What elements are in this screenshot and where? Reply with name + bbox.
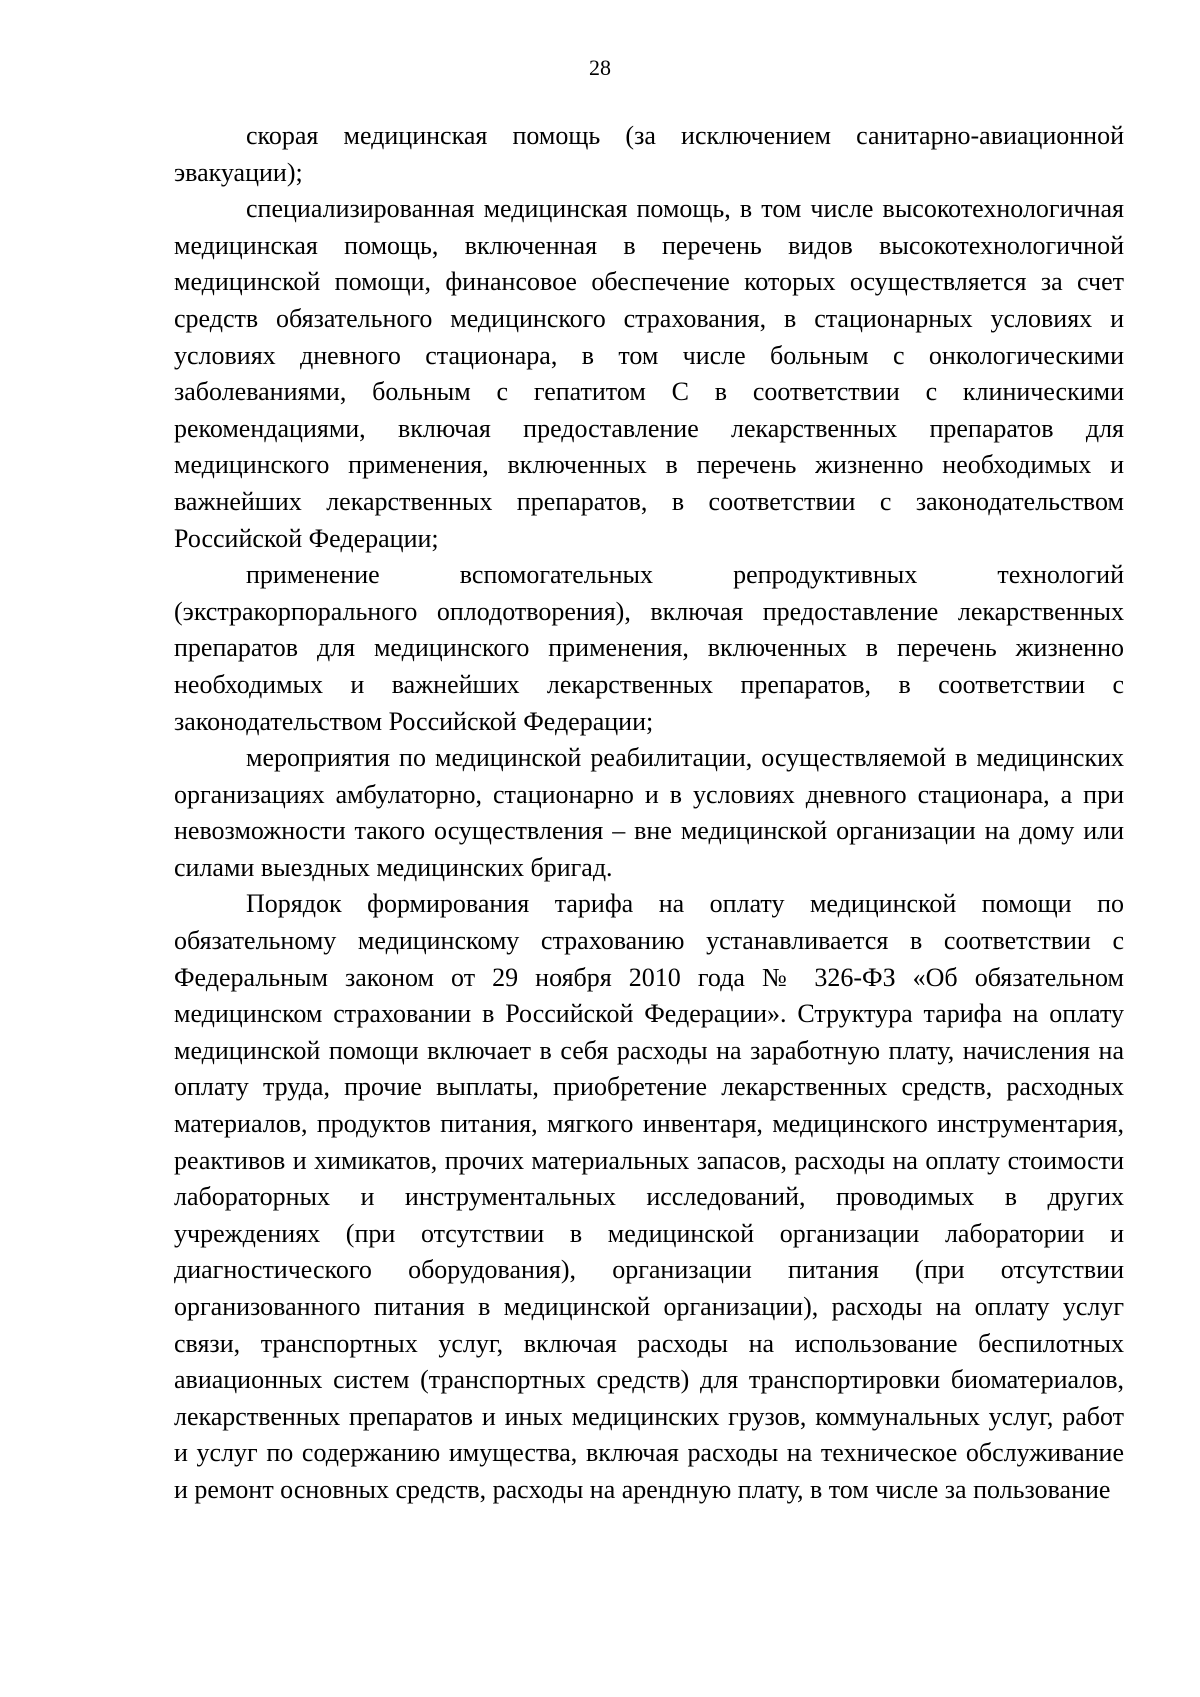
paragraph-rehabilitation: мероприятия по медицинской реабилитации, осуществляемой в медицинских организациях амбулаторно, стационарно и в условиях дневного стационара, а при невозможности такого осуществления – вне медицинской организации на дому или силами выездных медицинских бригад.: [174, 743, 1124, 882]
paragraph-tariff-structure: Порядок формирования тарифа на оплату медицинской помощи по обязательному медицинскому страхованию устанавливается в соответствии с Федеральным законом от 29 ноября 2010 года № 326-ФЗ «Об обязательном медицинском страховании в Российской Федерации». Структура тарифа на оплату медицинской помощи включает в себя расходы на заработную плату, начисления на оплату труда, прочие выплаты, приобретение лекарственных средств, расходных материалов, продуктов питания, мягкого инвентаря, медицинского инструментария, реактивов и химикатов, прочих материальных запасов, расходы на оплату стоимости лабораторных и инструментальных исследований, проводимых в других учреждениях (при отсутствии в медицинской организации лаборатории и диагностического оборудования), организации питания (при отсутствии организованного питания в медицинской организации), расходы на оплату услуг связи, транспортных услуг, включая расходы на использование беспилотных авиационных систем (транспортных средств) для транспортировки биоматериалов, лекарственных препаратов и иных медицинских грузов, коммунальных услуг, работ и услуг по содержанию имущества, включая расходы на техническое обслуживание и ремонт основных средств, расходы на арендную плату, в том числе за пользование: [174, 889, 1124, 1504]
document-body: [174, 118, 1124, 1509]
page-number: 28: [589, 55, 611, 80]
paragraph-reproductive-technologies: применение вспомогательных репродуктивных технологий (экстракорпорального оплодотворения), включая предоставление лекарственных препаратов для медицинского применения, включенных в перечень жизненно необходимых и важнейших лекарственных препаратов, в соответствии с законодательством Российской Федерации;: [174, 560, 1124, 736]
paragraph-specialized-care: специализированная медицинская помощь, в том числе высокотехнологичная медицинская помощь, включенная в перечень видов высокотехнологичной медицинской помощи, финансовое обеспечение которых осуществляется за счет средств обязательного медицинского страхования, в стационарных условиях и условиях дневного стационара, в том числе больным с онкологическими заболеваниями, больным с гепатитом С в соответствии с клиническими рекомендациями, включая предоставление лекарственных препаратов для медицинского применения, включенных в перечень жизненно необходимых и важнейших лекарственных препаратов, в соответствии с законодательством Российской Федерации;: [174, 194, 1124, 553]
paragraph-emergency-care: скорая медицинская помощь (за исключением санитарно-авиационной эвакуации);: [174, 121, 1124, 187]
